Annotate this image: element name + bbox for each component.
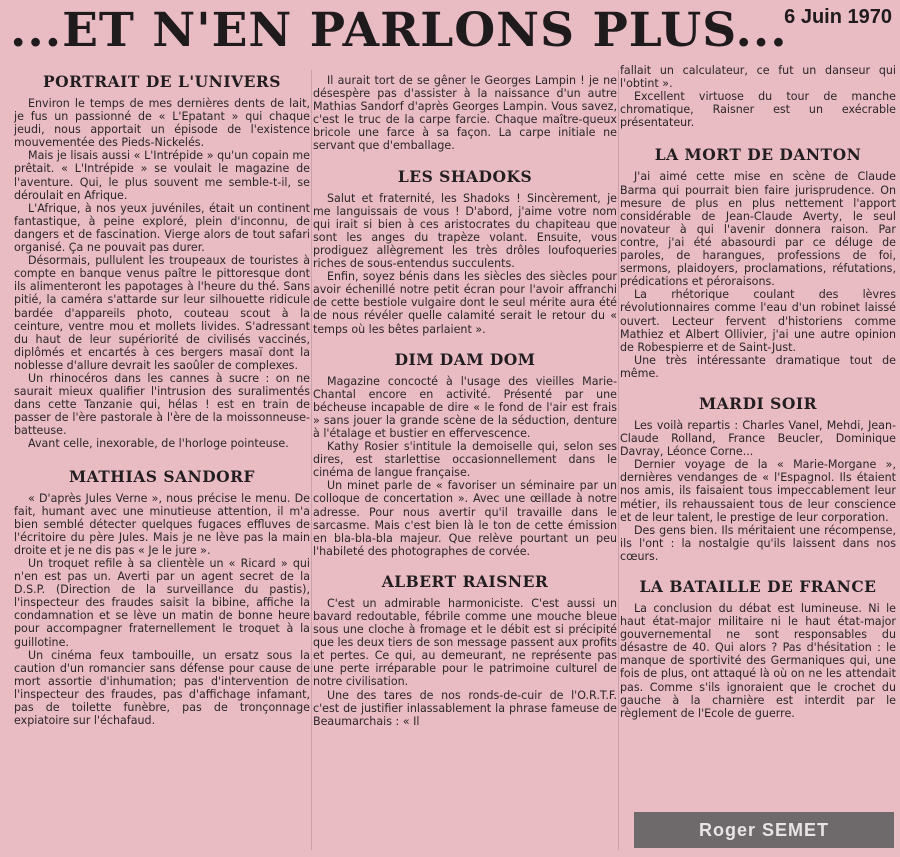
article-paragraph: Il aurait tort de se gêner le Georges Lampin ! je ne désespère pas d'assister à la naissance d'un autre Mathias Sandorf d'après Georges Lampin. Vous savez, c'est le truc de la carpe farcie. Chaque maître-queux bricole une farce à sa façon. La carpe initiale ne servant que d'emballage. xyxy=(313,74,617,153)
article-sandorf xyxy=(14,467,310,728)
article-paragraph: Les voilà repartis : Charles Vanel, Mehdi, Jean-Claude Rolland, France Beucler, Dominique Davray, Léonce Corne... xyxy=(620,418,896,459)
publication-date: 6 Juin 1970 xyxy=(784,6,892,28)
article-paragraph: La conclusion du débat est lumineuse. Ni le haut état-major militaire ni le haut état-major gouvernemental ne sont responsables du désastre de 40. Qui alors ? Pas d'hésitation : le manque de sportivité des Germaniques qui, une fois de plus, ont attaqué là où on ne les attendait pas. Comme s'ils ignoraient que le crochet du gauche à la charnière est interdit par le règlement de l'Ecole de guerre. xyxy=(620,602,896,720)
article-paragraph: Mais je lisais aussi « L'Intrépide » qu'un copain me prêtait. « L'Intrépide » se voulait le magazine de l'aventure. Qui, le plus souvent me semble-t-il, se déroulait en Afrique. xyxy=(14,149,310,202)
article-paragraph: Enfin, soyez bénis dans les siècles des siècles pour avoir échenillé notre petit écran pour l'avoir affranchi de cette bestiole vulgaire dont le seul mérite aura été de nous révéler quelle calamité serait le retour du « temps où les bêtes parlaient ». xyxy=(313,270,617,336)
article-sandorf-continued xyxy=(313,74,617,153)
article-title: MATHIAS SANDORF xyxy=(68,466,256,486)
article-paragraph: Une des tares de nos ronds-de-cuir de l'O.R.T.F. c'est de justifier inlassablement la phrase fameuse de Beaumarchais : « Il xyxy=(313,688,617,728)
article-paragraph: Magazine concocté à l'usage des vieilles Marie-Chantal encore en activité. Présenté par une bécheuse incapable de dire « le fond de l'air est frais » sans jouer la grande scène de la séduction, denture à l'étalage et bustier en effervescence. xyxy=(313,374,617,440)
article-paragraph: La rhétorique coulant des lèvres révolutionnaires comme l'eau d'un robinet laissé ouvert. Lecteur fervent d'historiens comme Mathiez et Albert Ollivier, j'ai une autre opinion de Robespierre et de Saint-Just. xyxy=(620,288,896,354)
article-paragraph: Désormais, pullulent les troupeaux de touristes à compte en banque venus paître le pittoresque dont ils alimenteront les papotages à l'heure du thé. Sans pitié, la caméra s'attarde sur leur silhouette ridicule bardée d'appareils photo, couteau scout à la ceinture, ventre mou et mollets livides. S'adressant du haut de leur supériorité de civilisés vaccinés, diplômés et encartés à ces bergers masaï dont la noblesse d'allure devrait les saoûler de complexes. xyxy=(14,254,310,372)
article-paragraph: Kathy Rosier s'intitule la demoiselle qui, selon ses dires, est starlettise occasionnellement dans le cinéma de langue française. xyxy=(313,440,617,480)
article-paragraph: Des gens bien. Ils méritaient une récompense, ils l'ont : la nostalgie qu'ils laissent dans nos cœurs. xyxy=(620,523,896,563)
column-divider xyxy=(311,70,312,850)
article-paragraph: Un minet parle de « favoriser un séminaire par un colloque de concertation ». Avec une œillade à notre adresse. Pour nous avertir qu'il travaille dans le sarcasme. Mais c'est bien là le ton de cette émission en bla-bla-bla majeur. Que relève pourtant un peu l'habileté des photographes de corvée. xyxy=(313,479,617,558)
article-paragraph: « D'après Jules Verne », nous précise le menu. De fait, humant avec une minutieuse attention, il m'a bien semblé détecter quelques fugaces effluves de l'écritoire du père Jules. Mais je ne lève pas la main droite et je ne dis pas « Je le jure ». xyxy=(14,491,310,557)
article-title: LES SHADOKS xyxy=(397,166,533,186)
article-paragraph: Environ le temps de mes dernières dents de lait, je fus un passionné de « L'Epatant » qui chaque jeudi, nous apportait un épisode de l'existence mouvementée des Pieds-Nickelés. xyxy=(14,97,310,150)
article-paragraph: J'ai aimé cette mise en scène de Claude Barma qui pourrait bien faire jurisprudence. On mesure de plus en plus nettement l'apport considérable de Jean-Claude Averty, le seul novateur à qui l'avenir donnera raison. Par contre, j'ai été abasourdi par ce déluge de paroles, de harangues, professions de foi, sermons, plaidoyers, proclamations, réfutations, prédications et péroraisons. xyxy=(620,170,896,289)
column-1 xyxy=(14,66,310,727)
column-3 xyxy=(620,64,896,720)
headline: ...ET N'EN PARLONS PLUS... xyxy=(10,3,788,58)
article-title: PORTRAIT DE L'UNIVERS xyxy=(42,72,282,91)
article-paragraph: fallait un calculateur, ce fut un danseur qui l'obtint ». xyxy=(620,64,896,91)
article-paragraph: C'est un admirable harmoniciste. C'est aussi un bavard redoutable, fébrile comme une mouche bleue sous une cloche à fromage et le débit est si précipité que les deux tiers de son message passent aux profits et pertes. Ce qui, au demeurant, ne représente pas une perte irréparable pour le patrimoine culturel de notre civilisation. xyxy=(313,596,617,689)
article-portrait xyxy=(14,72,310,451)
column-2 xyxy=(313,74,617,728)
article-paragraph: L'Afrique, à nos yeux juvéniles, était un continent fantastique, à peine exploré, plein d'inconnu, de dangers et de fascination. Vierge alors de tout safari organisé. Ça ne pouvait pas durer. xyxy=(14,201,310,255)
article-raisner xyxy=(313,572,617,728)
article-paragraph: Un rhinocéros dans les cannes à sucre : on ne saurait mieux qualifier l'intrusion des suralimentés dans cette Tanzanie qui, hélas ! est en train de passer de l'ère pastorale à l'ère de la moissonneuse-batteuse. xyxy=(14,371,310,438)
article-title: LA MORT DE DANTON xyxy=(654,145,862,165)
article-dimdam xyxy=(313,350,617,558)
article-paragraph: Un cinéma feux tambouille, un ersatz sous la caution d'un romancier sans défense pour cause de mort assortie d'inhumation; pas d'intervention de l'inspecteur des fraudes, pas d'affichage infamant, pas de toilette funèbre, pas de tronçonnage expiatoire sur l'échafaud. xyxy=(14,648,310,728)
article-paragraph: Un troquet refile à sa clientèle un « Ricard » qui n'en est pas un. Averti par un agent secret de la D.S.P. (Direction de la surveillance du pastis), l'inspecteur des fraudes saisit la bibine, affiche la condamnation et se lève un matin de bonne heure pour accompagner fraternellement le troquet à la guillotine. xyxy=(14,557,310,649)
author-signature: Roger SEMET xyxy=(634,812,894,848)
article-bataille xyxy=(620,577,896,720)
article-raisner-continued xyxy=(620,64,896,129)
article-paragraph: Dernier voyage de la « Marie-Morgane », dernières vendanges de « l'Espagnol. Ils étaient nos amis, ils faisaient tous impeccablement leur métier, ils rehaussaient tous de leur conscience et de leur talent, le prestige de leur corporation. xyxy=(620,458,896,524)
article-paragraph: Excellent virtuose du tour de manche chromatique, Raisner est un exécrable présentateur. xyxy=(620,90,896,130)
article-title: MARDI SOIR xyxy=(699,393,817,413)
article-danton xyxy=(620,145,896,380)
article-shadoks xyxy=(313,167,617,336)
article-paragraph: Une très intéressante dramatique tout de même. xyxy=(620,353,896,380)
column-divider xyxy=(618,70,619,850)
article-paragraph: Salut et fraternité, les Shadoks ! Sincèrement, je me languissais de vous ! D'abord, j'aime votre nom qui irait si bien à ces aristocrates du chapiteau que sont les anges du trapèze volant. Ensuite, vous prodiguez allègrement les très drôles loufoqueries riches de sous-entendus succulents. xyxy=(313,191,617,271)
article-mardi xyxy=(620,394,896,563)
article-title: ALBERT RAISNER xyxy=(381,571,549,591)
article-paragraph: Avant celle, inexorable, de l'horloge pointeuse. xyxy=(28,437,289,451)
article-title: DIM DAM DOM xyxy=(394,349,536,369)
article-title: LA BATAILLE DE FRANCE xyxy=(639,577,877,596)
